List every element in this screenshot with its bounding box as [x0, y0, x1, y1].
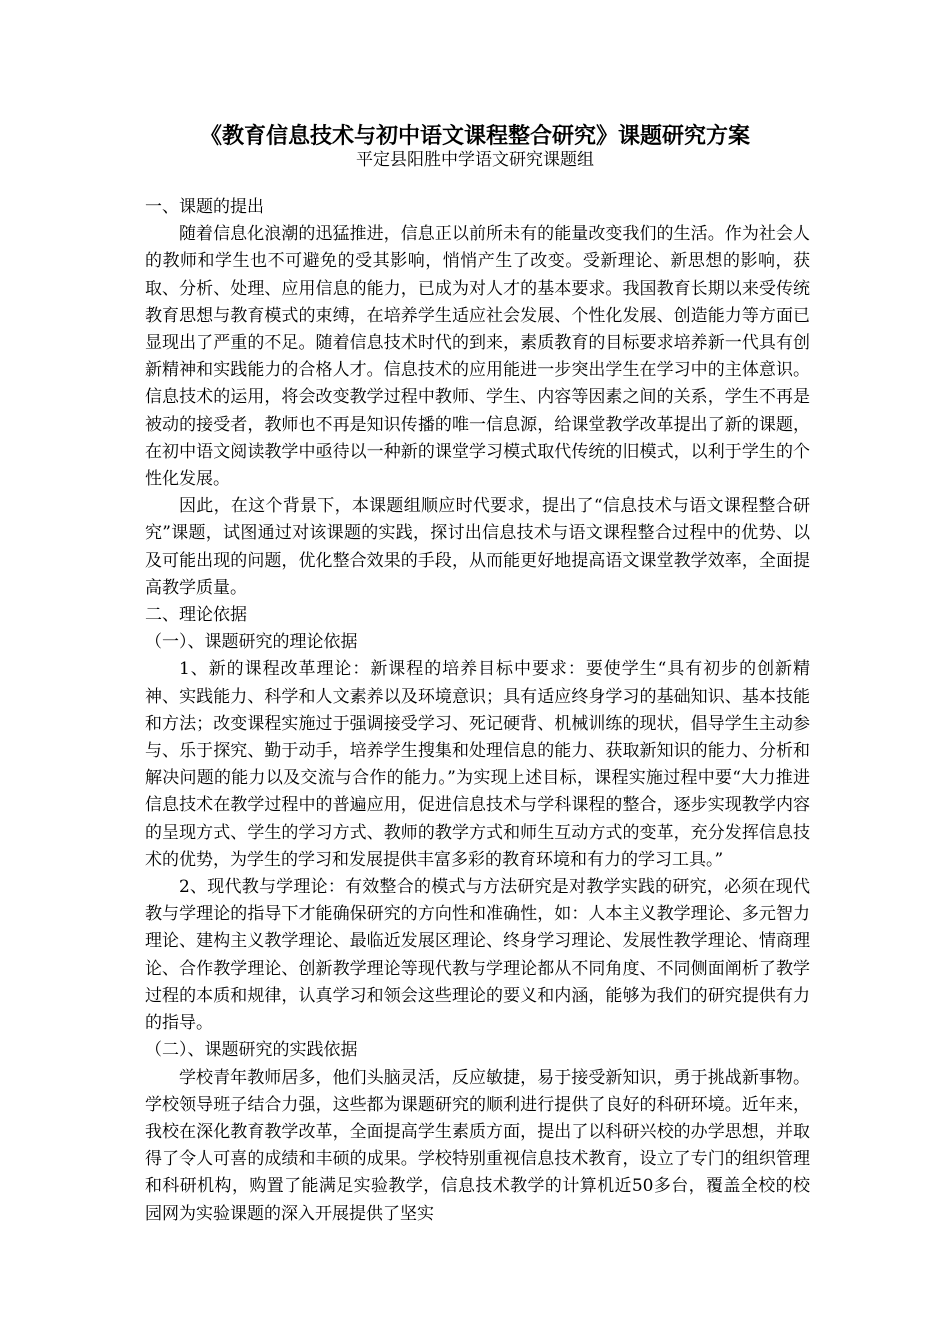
section-heading-proposal: 一、课题的提出	[145, 197, 264, 217]
document-title: 《教育信息技术与初中语文课程整合研究》课题研究方案	[199, 123, 750, 149]
paragraph: 1、新的课程改革理论：新课程的培养目标中要求：要使学生“具有初步的创新精神、实践能力、科学和人文素养以及环境意识；具有适应终身学习的基础知识、基本技能和方法；改变课程实施过于强调接受学习、死记硬背、机械训练的现状，倡导学生主动参与、乐于探究、勤于动手，培养学生搜集和处理信息的能力、获取新知识的能力、分析和解决问题的能力以及交流与合作的能力。”为实现上述目标，课程实施过程中要“大力推进信息技术在教学过程中的普遍应用，促进信息技术与学科课程的整合，逐步实现教学内容的呈现方式、学生的学习方式、教师的教学方式和师生互动方式的变革，充分发挥信息技术的优势，为学生的学习和发展提供丰富多彩的教育环境和有力的学习工具。”	[145, 659, 810, 870]
subsection-heading-theory-basis: （一）、课题研究的理论依据	[145, 632, 358, 653]
paragraph: 学校青年教师居多，他们头脑灵活，反应敏捷，易于接受新知识，勇于挑战新事物。学校领导班子结合力强，这些都为课题研究的顺利进行提供了良好的科研环境。近年来，我校在深化教育教学改革，全面提高学生素质方面，提出了以科研兴校的办学思想，并取得了令人可喜的成绩和丰硕的成果。学校特别重视信息技术教育，设立了专门的组织管理和科研机构，购置了能满足实验教学，信息技术教学的计算机近50多台，覆盖全校的校园网为实验课题的深入开展提供了坚实	[145, 1067, 810, 1224]
paragraph: 2、现代教与学理论：有效整合的模式与方法研究是对教学实践的研究，必须在现代教与学理论的指导下才能确保研究的方向性和准确性，如：人本主义教学理论、多元智力理论、建构主义教学理论、最临近发展区理论、终身学习理论、发展性教学理论、情商理论、合作教学理论、创新教学理论等现代教与学理论都从不同角度、不同侧面阐析了教学过程的本质和规律，认真学习和领会这些理论的要义和内涵，能够为我们的研究提供有力的指导。	[145, 877, 810, 1034]
section-heading-theory: 二、理论依据	[145, 605, 247, 626]
subsection-heading-practice-basis: （二）、课题研究的实践依据	[145, 1040, 358, 1061]
document-subtitle: 平定县阳胜中学语文研究课题组	[356, 150, 594, 170]
paragraph: 因此，在这个背景下，本课题组顺应时代要求，提出了“信息技术与语文课程整合研究”课题，试图通过对该课题的实践，探讨出信息技术与语文课程整合过程中的优势、以及可能出现的问题，优化整合效果的手段，从而能更好地提高语文课堂教学效率，全面提高教学质量。	[145, 496, 810, 598]
document-body	[145, 194, 810, 1228]
paragraph: 随着信息化浪潮的迅猛推进，信息正以前所未有的能量改变我们的生活。作为社会人的教师和学生也不可避免的受其影响，悄悄产生了改变。受新理论、新思想的影响，获取、分析、处理、应用信息的能力，已成为对人才的基本要求。我国教育长期以来受传统教育思想与教育模式的束缚，在培养学生适应社会发展、个性化发展、创造能力等方面已显现出了严重的不足。随着信息技术时代的到来，素质教育的目标要求培养新一代具有创新精神和实践能力的合格人才。信息技术的应用能进一步突出学生在学习中的主体意识。信息技术的运用，将会改变教学过程中教师、学生、内容等因素之间的关系，学生不再是被动的接受者，教师也不再是知识传播的唯一信息源，给课堂教学改革提出了新的课题，在初中语文阅读教学中亟待以一种新的课堂学习模式取代传统的旧模式，以利于学生的个性化发展。	[145, 224, 810, 490]
